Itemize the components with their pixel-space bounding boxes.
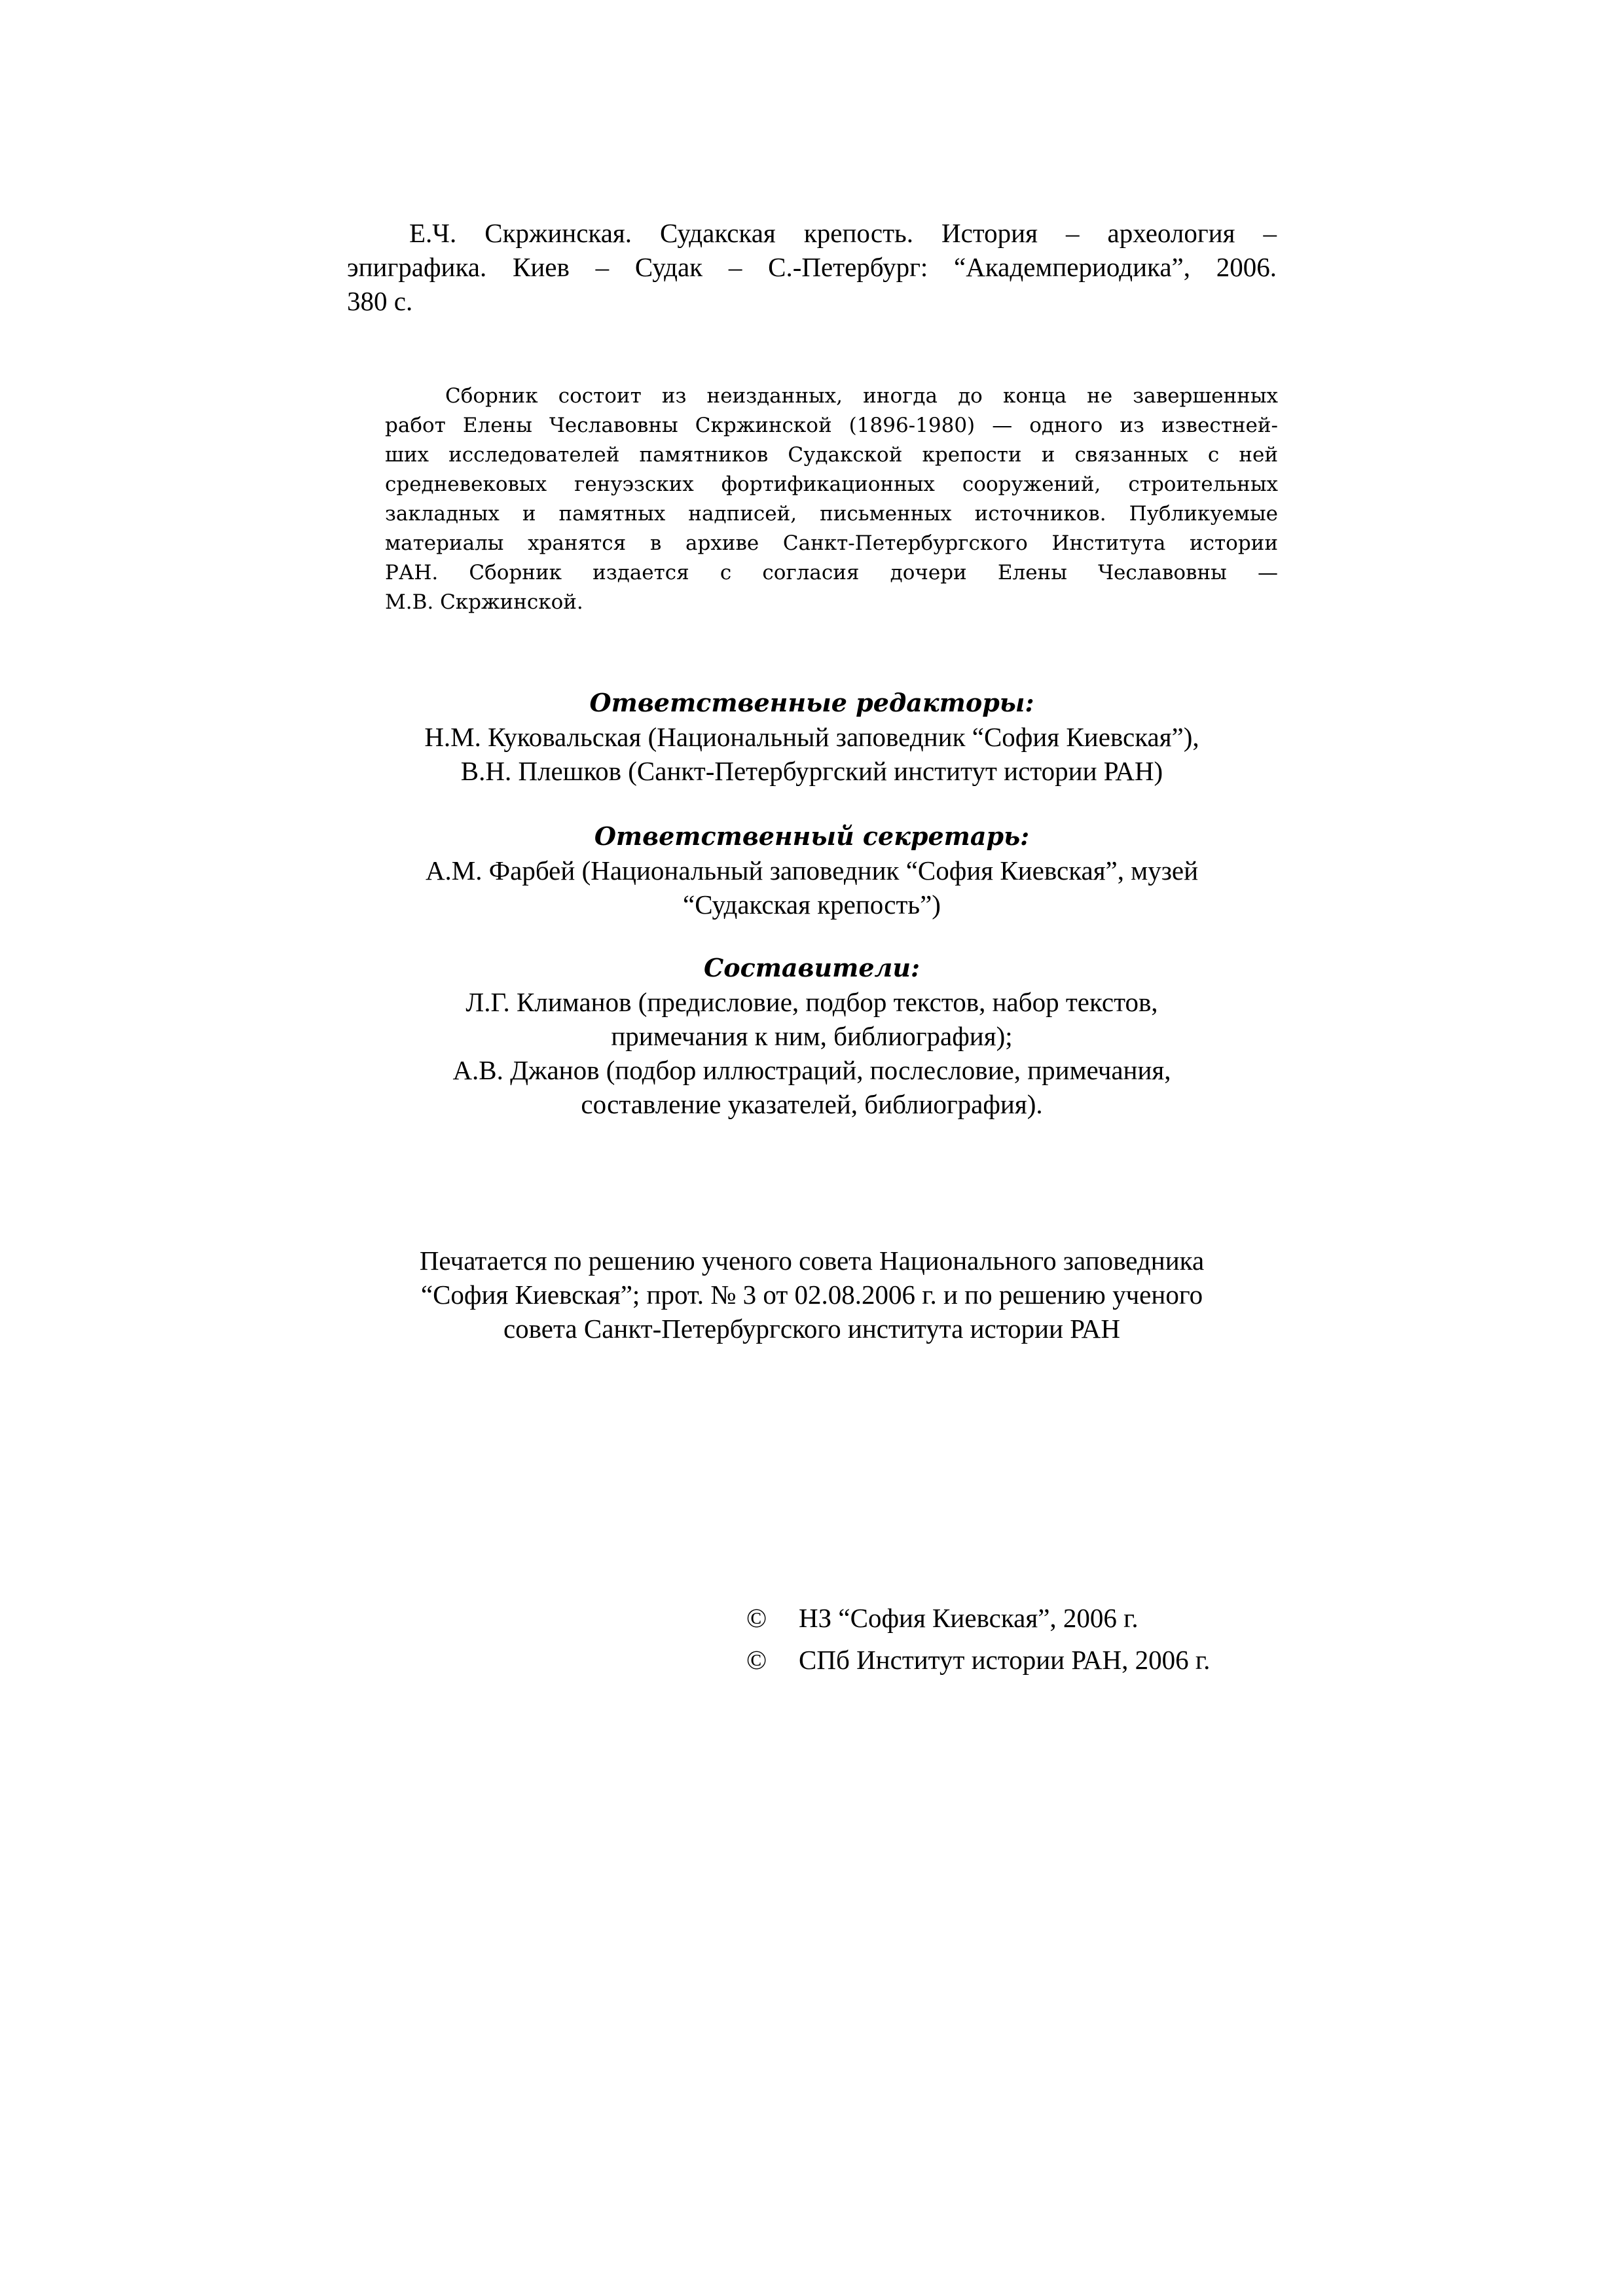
secretary-block (288, 819, 1336, 922)
abstract (385, 382, 1278, 617)
copyright-row (746, 1597, 1336, 1639)
compilers-heading: Составители: (704, 953, 920, 982)
abstract-line: РАН. Сборник издается с согласия дочери Елены Чеславовны — (385, 561, 1278, 584)
compiler-line: составление указателей, библиография). (581, 1089, 1043, 1119)
compiler-line: Л.Г. Климанов (предисловие, подбор текстов, набор текстов, (465, 987, 1158, 1017)
compiler-line: А.В. Джанов (подбор иллюстраций, послесловие, примечания, (452, 1055, 1171, 1085)
abstract-line: материалы хранятся в архиве Санкт-Петербургского Института истории (385, 531, 1278, 555)
copyright-symbol: © (746, 1645, 767, 1675)
editor-line: Н.М. Куковальская (Национальный заповедник “София Киевская”), (424, 722, 1199, 752)
secretary-heading: Ответственный секретарь: (594, 821, 1030, 851)
copyright-block (746, 1597, 1336, 1681)
abstract-line: М.В. Скржинской. (385, 590, 583, 614)
abstract-line: закладных и памятных надписей, письменных источников. Публикуемые (385, 502, 1278, 526)
abstract-line: Сборник состоит из неизданных, иногда до конца не завершенных (445, 384, 1278, 408)
abstract-line: работ Елены Чеславовны Скржинской (1896-1980) — одного из известней- (385, 414, 1278, 437)
decision-line: “София Киевская”; прот. № 3 от 02.08.2006 г. и по решению ученого (420, 1280, 1203, 1310)
copyright-symbol: © (746, 1603, 767, 1633)
copyright-holder: НЗ “София Киевская”, 2006 г. (799, 1603, 1139, 1633)
compilers-block (288, 951, 1336, 1121)
abstract-line: средневековых генуэзских фортификационных сооружений, строительных (385, 473, 1278, 496)
copyright-holder: СПб Институт истории РАН, 2006 г. (799, 1645, 1211, 1675)
decision-line: совета Санкт-Петербургского института истории РАН (503, 1314, 1121, 1344)
secretary-line: “Судакская крепость”) (683, 889, 941, 920)
abstract-line: ших исследователей памятников Судакской крепости и связанных с ней (385, 443, 1278, 467)
bib-line: Е.Ч. Скржинская. Судакская крепость. История – археология – (409, 218, 1277, 248)
editors-heading: Ответственные редакторы: (589, 688, 1034, 717)
copyright-row (746, 1639, 1336, 1681)
bib-line: эпиграфика. Киев – Судак – С.-Петербург: “Академпериодика”, 2006. (347, 252, 1277, 282)
editor-line: В.Н. Плешков (Санкт-Петербургский институт истории РАН) (460, 756, 1163, 786)
bibliographic-record (347, 216, 1277, 318)
publication-decision (288, 1244, 1336, 1346)
secretary-line: А.М. Фарбей (Национальный заповедник “София Киевская”, музей (425, 855, 1199, 886)
compiler-line: примечания к ним, библиография); (611, 1021, 1013, 1051)
editors-block (288, 686, 1336, 788)
decision-line: Печатается по решению ученого совета Национального заповедника (419, 1246, 1205, 1276)
bib-line: 380 с. (347, 286, 413, 316)
